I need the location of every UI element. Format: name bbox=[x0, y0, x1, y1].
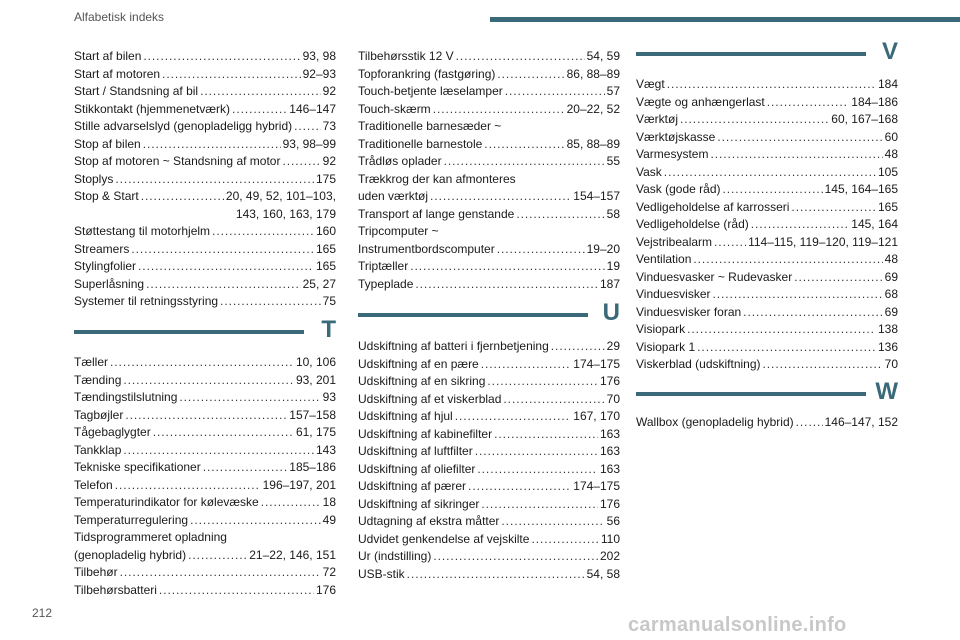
index-entry-pages: 56 bbox=[606, 514, 620, 528]
index-entry-pages: 184–186 bbox=[851, 94, 898, 109]
index-entry-label: Triptæller bbox=[358, 259, 409, 273]
index-entry-pages: 176 bbox=[599, 496, 620, 511]
index-entry-label: Vinduesvisker bbox=[636, 287, 711, 301]
dot-leader bbox=[551, 338, 605, 355]
index-entry bbox=[74, 442, 336, 459]
index-entry-pages: 70 bbox=[884, 357, 898, 371]
dot-leader bbox=[115, 477, 261, 494]
dot-leader bbox=[120, 564, 321, 581]
index-entry bbox=[74, 547, 336, 564]
index-entry bbox=[358, 206, 620, 223]
index-entry-label: Tekniske specifikationer bbox=[74, 460, 201, 474]
index-entry-pages: 20–22, 52 bbox=[566, 101, 620, 116]
index-entry bbox=[74, 101, 336, 118]
index-entry-pages: 60 bbox=[884, 129, 898, 144]
dot-leader bbox=[767, 94, 850, 111]
index-entry-label: Vægte og anhængerlast bbox=[636, 94, 765, 109]
index-entry-label: Stylingfolier bbox=[74, 259, 137, 273]
dot-leader bbox=[497, 66, 564, 83]
index-entry-label: Viskerblad (udskiftning) bbox=[636, 357, 761, 371]
index-entry bbox=[358, 83, 620, 100]
index-entry-pages: 49 bbox=[322, 512, 336, 527]
index-entry-label: Varmesystem bbox=[636, 147, 709, 161]
index-entry-label: Tankklap bbox=[74, 442, 122, 457]
index-entry-pages: 85, 88–89 bbox=[566, 136, 620, 151]
index-entry bbox=[358, 566, 620, 583]
index-entry-pages: 105 bbox=[877, 164, 898, 179]
index-entry-label: Udskiftning af en sikring bbox=[358, 374, 486, 388]
dot-leader bbox=[179, 389, 320, 406]
index-entry-label: Typeplade bbox=[358, 276, 414, 291]
dot-leader bbox=[143, 136, 281, 153]
index-entry-pages: 175 bbox=[315, 171, 336, 186]
dot-leader bbox=[712, 286, 882, 303]
dot-leader bbox=[791, 199, 876, 216]
dot-leader bbox=[415, 276, 598, 293]
index-entry bbox=[358, 66, 620, 83]
index-entry-pages: 165 bbox=[315, 259, 336, 273]
index-entry-pages: 29 bbox=[606, 339, 620, 353]
index-entry-label: Wallbox (genopladelig hybrid) bbox=[636, 415, 794, 429]
index-entry-pages: 93 bbox=[322, 390, 336, 404]
index-entry bbox=[74, 153, 336, 170]
index-entry-pages: 196–197, 201 bbox=[262, 477, 336, 492]
dot-leader bbox=[693, 251, 882, 268]
index-entry-pages: 69 bbox=[884, 269, 898, 284]
index-entry-pages: 75 bbox=[322, 294, 336, 308]
index-entry bbox=[636, 339, 898, 356]
header-accent-bar bbox=[490, 17, 960, 22]
index-entry bbox=[636, 164, 898, 181]
dot-leader bbox=[497, 241, 585, 258]
dot-leader bbox=[487, 373, 598, 390]
dot-leader bbox=[200, 83, 321, 100]
dot-leader bbox=[141, 188, 224, 205]
index-entry bbox=[636, 94, 898, 111]
index-entry-pages: 110 bbox=[600, 531, 620, 546]
index-entry-label: Vedligeholdelse af karrosseri bbox=[636, 199, 790, 214]
index-entry bbox=[636, 216, 898, 233]
dot-leader bbox=[468, 478, 571, 495]
index-entry-pages: 145, 164 bbox=[851, 217, 898, 231]
section-letter: T bbox=[321, 316, 336, 343]
index-entry-label: Vejstribealarm bbox=[636, 234, 713, 249]
index-entry bbox=[636, 111, 898, 128]
index-entry-pages: 184 bbox=[877, 77, 898, 91]
index-entry bbox=[358, 153, 620, 170]
index-entry-label: Touch-skærm bbox=[358, 101, 431, 116]
index-entry bbox=[74, 136, 336, 153]
index-entry bbox=[74, 512, 336, 529]
index-entry bbox=[74, 459, 336, 476]
section-letter: V bbox=[881, 38, 898, 65]
index-entry bbox=[74, 407, 336, 424]
index-entry-label: Trådløs oplader bbox=[358, 154, 442, 168]
index-entry-label: Superlåsning bbox=[74, 276, 145, 291]
dot-leader bbox=[123, 372, 294, 389]
index-entry-label: Ventilation bbox=[636, 252, 692, 266]
index-entry-label: Stop & Start bbox=[74, 189, 139, 203]
index-entry-label: Traditionelle barnestole bbox=[358, 136, 483, 151]
dot-leader bbox=[159, 582, 314, 599]
index-entry-label: Udskiftning af hjul bbox=[358, 409, 453, 423]
dot-leader bbox=[110, 354, 294, 371]
index-entry-label: uden værktøj bbox=[358, 189, 429, 203]
index-entry-pages: 93, 98–99 bbox=[282, 136, 336, 151]
index-entry-pages: 60, 167–168 bbox=[831, 112, 898, 126]
index-entry-label: Vinduesvasker ~ Rudevasker bbox=[636, 269, 793, 284]
index-entry-label: Tænding bbox=[74, 372, 122, 387]
index-entry-pages: 61, 175 bbox=[295, 425, 336, 439]
index-entry-pages: 19 bbox=[606, 259, 620, 273]
dot-leader bbox=[190, 512, 321, 529]
dot-leader bbox=[717, 129, 882, 146]
index-entry-label: Vedligeholdelse (råd) bbox=[636, 217, 749, 231]
index-entry bbox=[636, 304, 898, 321]
dot-leader bbox=[203, 459, 288, 476]
index-entry-pages: 145, 164–165 bbox=[824, 182, 898, 196]
index-entry-pages: 70 bbox=[606, 391, 620, 406]
index-entry bbox=[358, 461, 620, 478]
index-entry bbox=[358, 426, 620, 443]
dot-leader bbox=[743, 304, 882, 321]
index-entry bbox=[74, 564, 336, 581]
index-entry-label: Udskiftning af oliefilter bbox=[358, 461, 476, 476]
index-entry-label: Stop af motoren ~ Standsning af motor bbox=[74, 154, 281, 168]
index-entry-heading: Tripcomputer ~ bbox=[358, 224, 439, 238]
index-entry bbox=[636, 146, 898, 163]
index-entry-pages: 187 bbox=[599, 276, 620, 291]
index-entry-pages: 146–147 bbox=[289, 101, 336, 116]
dot-leader bbox=[430, 188, 571, 205]
index-entry-label: Stikkontakt (hjemmenetværk) bbox=[74, 101, 231, 116]
index-entry-label: Udskiftning af luftfilter bbox=[358, 444, 473, 458]
index-entry-pages: 54, 58 bbox=[586, 566, 620, 581]
index-entry bbox=[358, 136, 620, 153]
index-entry bbox=[358, 443, 620, 460]
index-entry-label: Start af bilen bbox=[74, 49, 142, 63]
index-entry bbox=[636, 414, 898, 431]
index-entry-label: Telefon bbox=[74, 477, 113, 492]
index-entry-label: Start af motoren bbox=[74, 66, 161, 81]
section-divider-bar bbox=[74, 330, 304, 334]
index-entry-label: Udskiftning af sikringer bbox=[358, 496, 480, 511]
dot-leader bbox=[481, 496, 598, 513]
index-entry bbox=[358, 373, 620, 390]
index-entry-label: Visiopark bbox=[636, 322, 686, 336]
index-entry-label: Stille advarselslyd (genopladeligg hybrid) bbox=[74, 119, 293, 133]
dot-leader bbox=[282, 153, 320, 170]
index-entry bbox=[636, 129, 898, 146]
index-entry-pages: 93, 201 bbox=[295, 372, 336, 387]
index-entry-pages: 163 bbox=[599, 444, 620, 458]
index-entry bbox=[358, 241, 620, 258]
index-entry bbox=[74, 48, 336, 65]
dot-leader bbox=[232, 101, 287, 118]
index-entry bbox=[636, 286, 898, 303]
index-entry-label: Tagbøjler bbox=[74, 407, 124, 422]
index-entry bbox=[358, 258, 620, 275]
dot-leader bbox=[481, 356, 572, 373]
index-entry-pages: 21–22, 146, 151 bbox=[249, 547, 336, 562]
index-entry-label: Værktøj bbox=[636, 112, 678, 126]
index-entry bbox=[74, 118, 336, 135]
section-divider-bar bbox=[636, 52, 866, 56]
index-entry-label: Temperaturindikator for kølevæske bbox=[74, 495, 259, 509]
index-entry-pages: 154–157 bbox=[573, 189, 620, 203]
dot-leader bbox=[456, 48, 585, 65]
section-letter: W bbox=[875, 378, 898, 405]
dot-leader bbox=[410, 258, 604, 275]
dot-leader bbox=[503, 391, 604, 408]
dot-leader bbox=[697, 339, 876, 356]
index-entry-pages: 58 bbox=[606, 206, 620, 221]
index-entry-label: Udskiftning af kabinefilter bbox=[358, 426, 493, 441]
index-entry-pages: 54, 59 bbox=[586, 49, 620, 63]
dot-leader bbox=[714, 234, 746, 251]
index-entry-label: Touch-betjente læselamper bbox=[358, 84, 503, 98]
dot-leader bbox=[477, 461, 598, 478]
dot-leader bbox=[123, 442, 314, 459]
index-entry bbox=[74, 66, 336, 83]
index-entry-label: Tæller bbox=[74, 355, 109, 369]
dot-leader bbox=[143, 48, 300, 65]
index-entry bbox=[636, 269, 898, 286]
dot-leader bbox=[494, 426, 598, 443]
index-entry bbox=[74, 372, 336, 389]
index-entry-pages: 138 bbox=[877, 322, 898, 336]
index-entry-pages: 48 bbox=[884, 252, 898, 266]
index-entry bbox=[74, 477, 336, 494]
index-entry bbox=[358, 101, 620, 118]
index-entry-pages: 92 bbox=[322, 84, 336, 98]
page-header-title: Alfabetisk indeks bbox=[74, 10, 165, 24]
index-entry-label: Stoplys bbox=[74, 171, 114, 186]
index-entry-label: USB-stik bbox=[358, 566, 405, 581]
index-entry-pages: 143 bbox=[315, 442, 336, 457]
index-entry bbox=[74, 241, 336, 258]
index-entry-pages: 114–115, 119–120, 119–121 bbox=[748, 234, 898, 249]
index-entry-pages: 165 bbox=[877, 199, 898, 214]
index-entry bbox=[358, 276, 620, 293]
index-entry-label: Tændingstilslutning bbox=[74, 390, 178, 404]
index-entry-label: Topforankring (fastgøring) bbox=[358, 66, 496, 81]
dot-leader bbox=[294, 118, 321, 135]
dot-leader bbox=[138, 258, 314, 275]
index-entry bbox=[358, 48, 620, 65]
index-entry-label: Vask (gode råd) bbox=[636, 182, 721, 196]
index-entry-label: Udskiftning af batteri i fjernbetjening bbox=[358, 339, 549, 353]
dot-leader bbox=[131, 241, 314, 258]
index-entry-pages: 163 bbox=[599, 461, 620, 476]
index-entry-heading: Traditionelle barnesæder ~ bbox=[358, 119, 502, 133]
dot-leader bbox=[723, 181, 823, 198]
index-entry-pages: 57 bbox=[606, 84, 620, 98]
index-entry bbox=[358, 478, 620, 495]
dot-leader bbox=[162, 66, 301, 83]
index-entry bbox=[74, 293, 336, 310]
index-entry-pages: 92–93 bbox=[302, 66, 336, 81]
index-entry bbox=[636, 181, 898, 198]
index-entry-label: (genopladelig hybrid) bbox=[74, 547, 187, 562]
index-entry-pages: 72 bbox=[322, 565, 336, 579]
index-entry bbox=[74, 424, 336, 441]
index-entry-pages: 157–158 bbox=[289, 407, 336, 422]
section-divider-bar bbox=[358, 313, 588, 317]
dot-leader bbox=[475, 443, 598, 460]
index-entry-label: Udskiftning af en pære bbox=[358, 356, 479, 371]
index-entry bbox=[636, 251, 898, 268]
index-entry-pages: 146–147, 152 bbox=[824, 415, 898, 429]
dot-leader bbox=[444, 153, 605, 170]
index-entry-pages: 86, 88–89 bbox=[566, 66, 620, 81]
index-entry-pages: 93, 98 bbox=[302, 49, 336, 63]
dot-leader bbox=[484, 136, 564, 153]
index-entry bbox=[358, 496, 620, 513]
index-entry-label: Tilbehør bbox=[74, 565, 118, 579]
dot-leader bbox=[115, 171, 314, 188]
index-entry-label: Stop af bilen bbox=[74, 136, 141, 151]
index-entry-label: Udvidet genkendelse af vejskilte bbox=[358, 531, 530, 546]
index-entry-label: Instrumentbordscomputer bbox=[358, 241, 495, 256]
index-entry bbox=[358, 548, 620, 565]
dot-leader bbox=[188, 547, 247, 564]
index-entry-label: Vægt bbox=[636, 77, 665, 91]
index-entry-pages: 10, 106 bbox=[295, 355, 336, 369]
index-entry-label: Værktøjskasse bbox=[636, 129, 716, 144]
index-entry bbox=[358, 356, 620, 373]
index-entry-label: Udtagning af ekstra måtter bbox=[358, 514, 500, 528]
index-entry-pages: 176 bbox=[599, 374, 620, 388]
index-entry bbox=[74, 389, 336, 406]
dot-leader bbox=[153, 424, 294, 441]
index-entry bbox=[358, 513, 620, 530]
dot-leader bbox=[680, 111, 829, 128]
index-entry-heading: Tidsprogrammeret opladning bbox=[74, 530, 227, 544]
index-entry bbox=[74, 188, 336, 205]
dot-leader bbox=[125, 407, 287, 424]
index-entry-label: Transport af lange genstande bbox=[358, 206, 515, 221]
index-entry-label: Temperaturregulering bbox=[74, 512, 189, 527]
index-entry-label: Tilbehørsstik 12 V bbox=[358, 49, 454, 63]
index-entry-pages: 20, 49, 52, 101–103, bbox=[225, 189, 336, 203]
index-entry-pages: 174–175 bbox=[573, 356, 620, 371]
index-entry bbox=[74, 83, 336, 100]
dot-leader bbox=[146, 276, 301, 293]
dot-leader bbox=[687, 321, 876, 338]
dot-leader bbox=[667, 76, 876, 93]
dot-leader bbox=[796, 414, 823, 431]
index-entry-label: Udskiftning af pærer bbox=[358, 479, 467, 493]
index-entry bbox=[358, 338, 620, 355]
index-entry-pages: 18 bbox=[322, 495, 336, 509]
index-entry-label: Systemer til retningsstyring bbox=[74, 294, 219, 308]
section-divider-bar bbox=[636, 392, 866, 396]
index-entry-pages: 163 bbox=[599, 426, 620, 441]
index-entry bbox=[358, 408, 620, 425]
dot-leader bbox=[220, 293, 321, 310]
dot-leader bbox=[516, 206, 604, 223]
dot-leader bbox=[407, 566, 585, 583]
dot-leader bbox=[261, 494, 321, 511]
index-entry-pages: 92 bbox=[322, 154, 336, 168]
index-entry bbox=[74, 276, 336, 293]
index-entry bbox=[358, 188, 620, 205]
index-entry bbox=[636, 234, 898, 251]
dot-leader bbox=[501, 513, 604, 530]
index-entry-label: Start / Standsning af bil bbox=[74, 84, 199, 98]
index-entry bbox=[636, 199, 898, 216]
index-entry-pages: 69 bbox=[884, 304, 898, 319]
dot-leader bbox=[212, 223, 314, 240]
index-entry-pages: 68 bbox=[884, 287, 898, 301]
index-entry-label: Udskiftning af et viskerblad bbox=[358, 391, 502, 406]
index-entry-label: Vinduesvisker foran bbox=[636, 304, 742, 319]
index-entry bbox=[358, 391, 620, 408]
index-entry-pages: 165 bbox=[315, 241, 336, 256]
index-entry-pages: 176 bbox=[315, 582, 336, 597]
index-entry-label: Vask bbox=[636, 164, 662, 179]
page-number: 212 bbox=[32, 606, 53, 620]
index-entry bbox=[74, 494, 336, 511]
index-entry-pages: 160 bbox=[315, 224, 336, 238]
index-entry-pages: 55 bbox=[606, 154, 620, 168]
dot-leader bbox=[751, 216, 850, 233]
index-entry-label: Ur (indstilling) bbox=[358, 549, 432, 563]
index-entry-label: Visiopark 1 bbox=[636, 339, 696, 354]
dot-leader bbox=[710, 146, 882, 163]
dot-leader bbox=[433, 548, 598, 565]
index-entry-pages: 136 bbox=[877, 339, 898, 354]
index-entry-pages: 202 bbox=[599, 549, 620, 563]
dot-leader bbox=[763, 356, 883, 373]
index-entry-label: Tågebaglygter bbox=[74, 425, 151, 439]
index-entry bbox=[74, 582, 336, 599]
index-entry-pages: 19–20 bbox=[586, 241, 620, 256]
dot-leader bbox=[794, 269, 882, 286]
index-entry bbox=[74, 258, 336, 275]
index-entry bbox=[74, 354, 336, 371]
dot-leader bbox=[433, 101, 565, 118]
index-entry-continuation: 143, 160, 163, 179 bbox=[235, 206, 336, 221]
section-letter: U bbox=[602, 299, 620, 326]
dot-leader bbox=[531, 531, 598, 548]
index-entry bbox=[74, 171, 336, 188]
watermark: carmanualsonline.info bbox=[628, 614, 847, 636]
dot-leader bbox=[664, 164, 876, 181]
index-entry bbox=[636, 321, 898, 338]
index-entry-pages: 174–175 bbox=[573, 479, 620, 493]
index-entry bbox=[636, 356, 898, 373]
index-entry-label: Støttestang til motorhjelm bbox=[74, 224, 211, 238]
index-entry bbox=[636, 76, 898, 93]
index-entry-pages: 185–186 bbox=[289, 460, 336, 474]
index-entry-pages: 167, 170 bbox=[573, 409, 620, 423]
index-entry-pages: 48 bbox=[884, 147, 898, 161]
dot-leader bbox=[505, 83, 605, 100]
index-entry-pages: 73 bbox=[322, 119, 336, 133]
index-entry-pages: 25, 27 bbox=[302, 276, 336, 291]
index-entry bbox=[74, 223, 336, 240]
dot-leader bbox=[455, 408, 572, 425]
index-entry-label: Tilbehørsbatteri bbox=[74, 582, 157, 597]
index-entry-label: Streamers bbox=[74, 241, 130, 256]
index-entry bbox=[358, 531, 620, 548]
index-entry-heading: Trækkrog der kan afmonteres bbox=[358, 171, 516, 186]
